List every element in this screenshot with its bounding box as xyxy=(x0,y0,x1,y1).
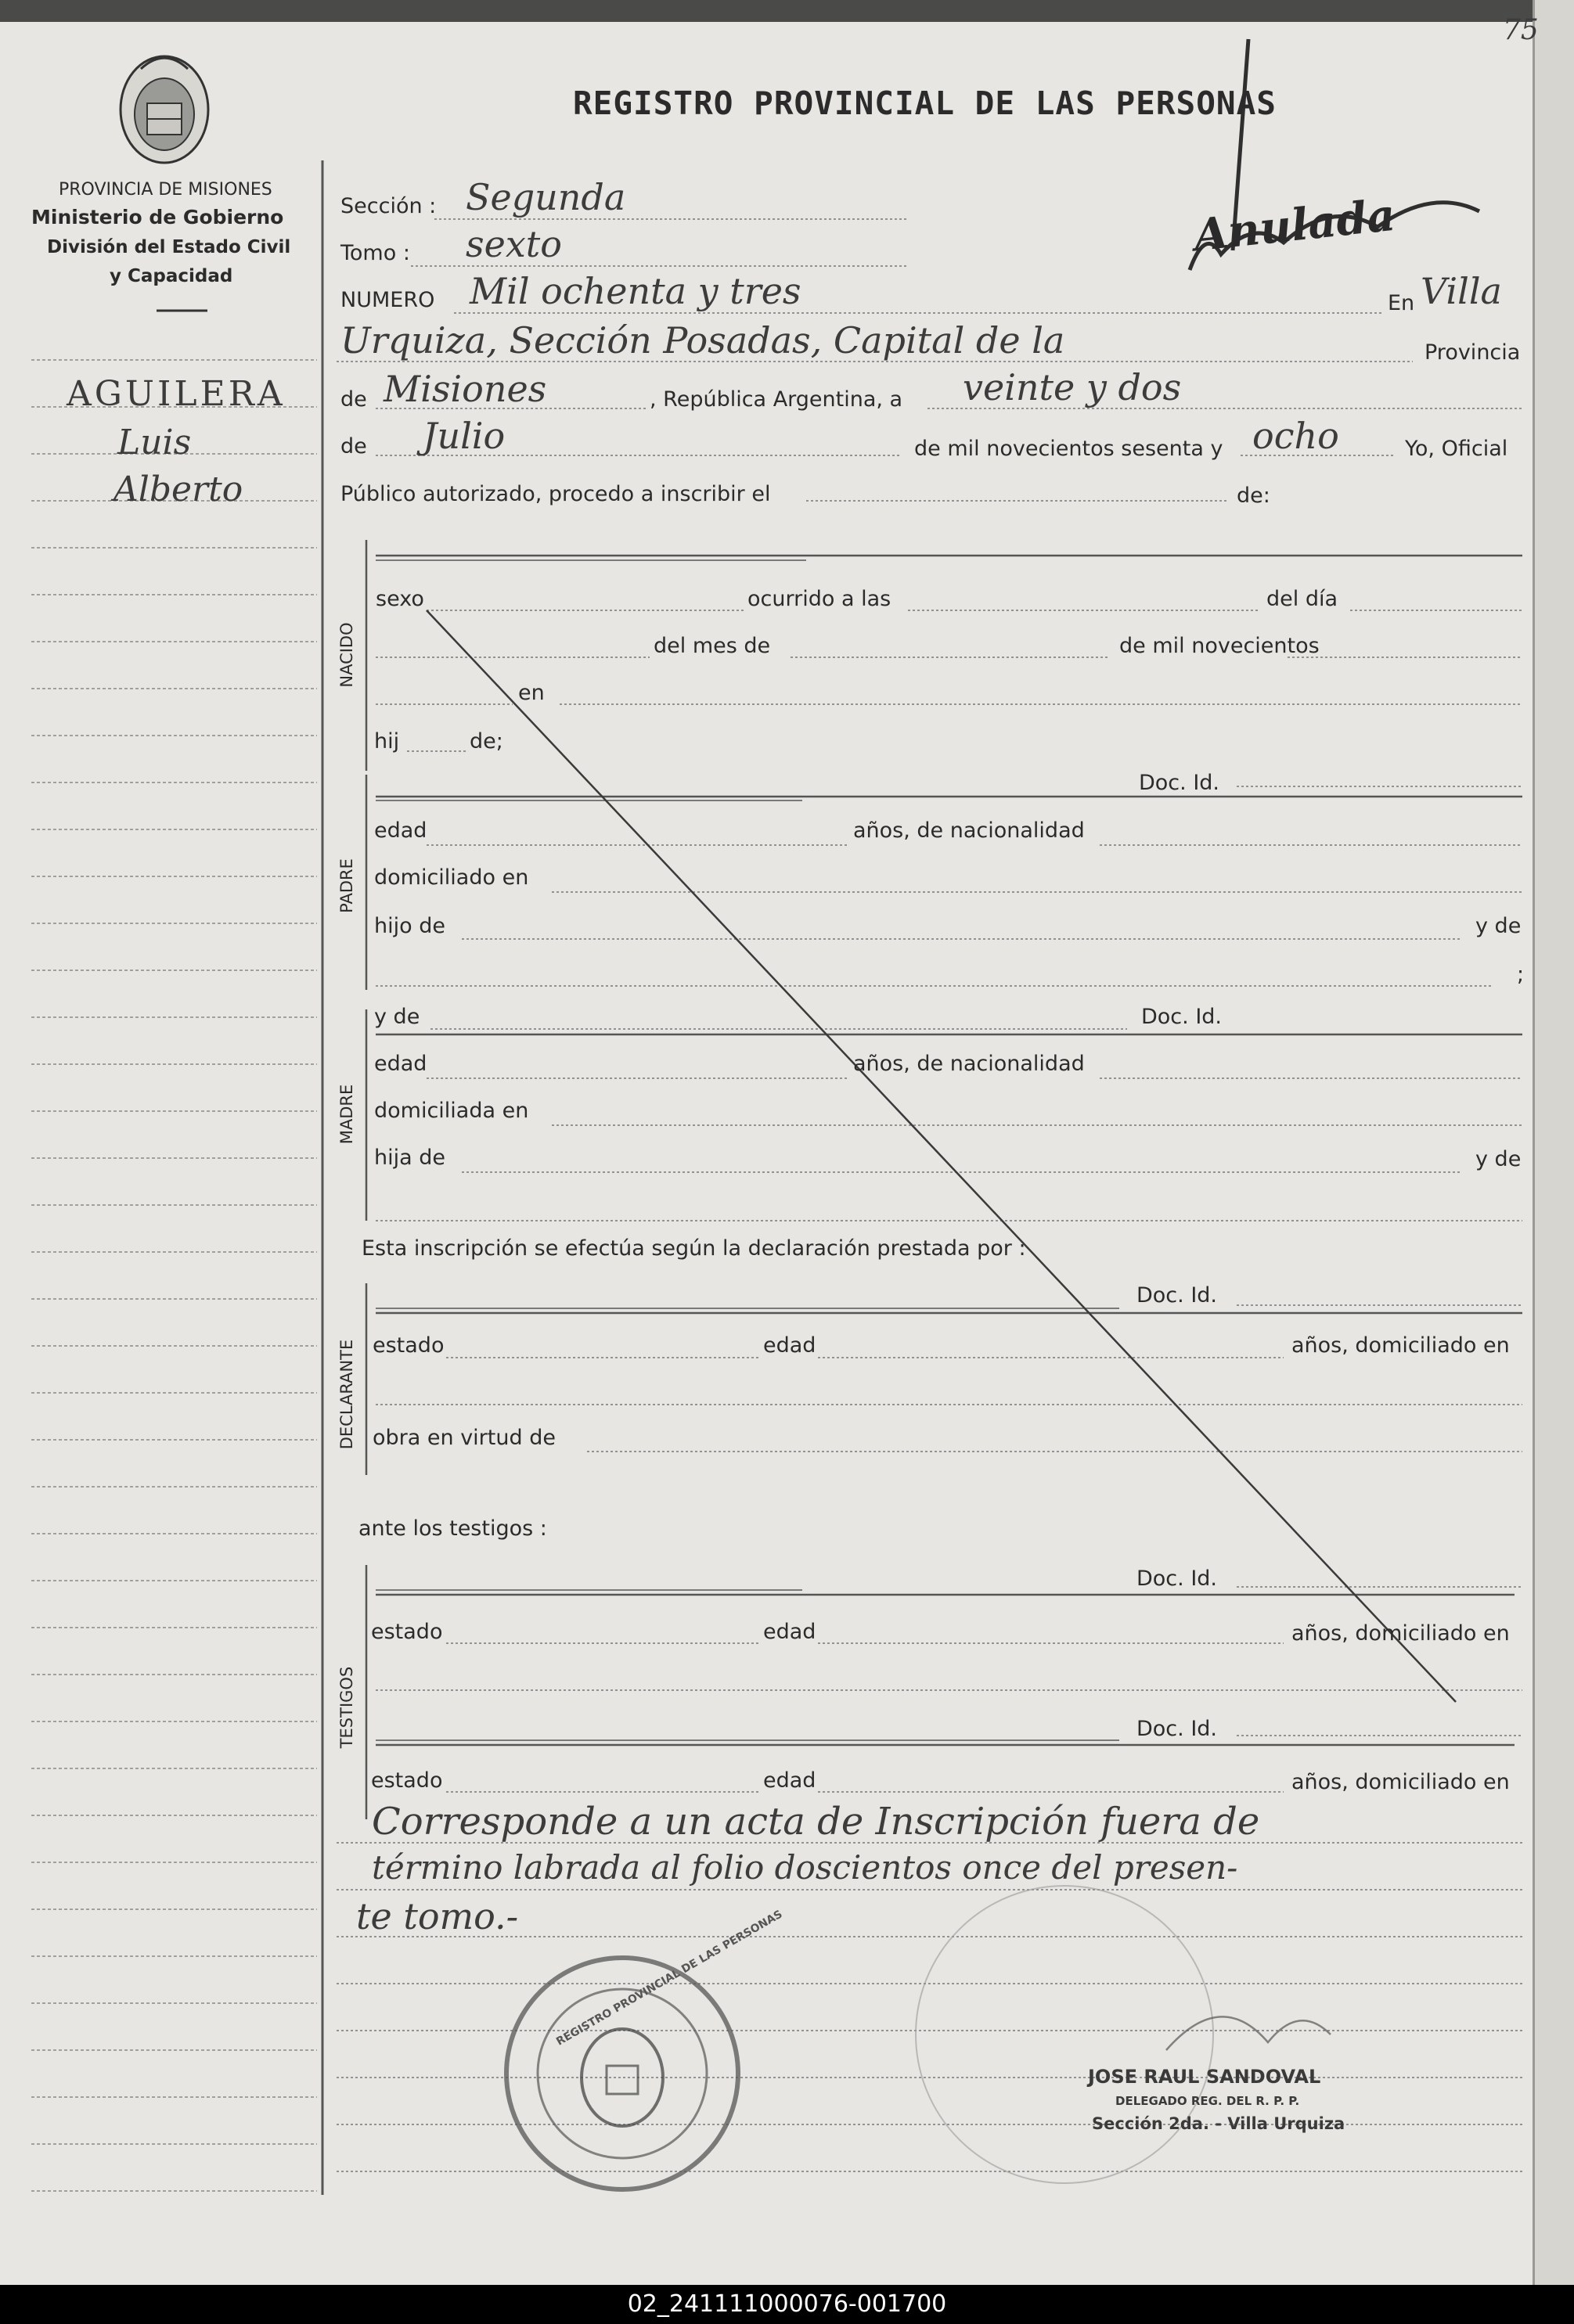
de-label: de xyxy=(340,387,367,412)
madre-y-de2-label: y de xyxy=(1475,1147,1522,1171)
margin-middlename: Alberto xyxy=(113,469,243,509)
tomo-label: Tomo : xyxy=(340,241,410,265)
provincia-label: Provincia xyxy=(1425,340,1521,365)
capacity-name: y Capacidad xyxy=(110,266,233,286)
declarante-obra-label: obra en virtud de xyxy=(373,1426,556,1450)
place-value: Urquiza, Sección Posadas, Capital de la xyxy=(340,319,1065,362)
madre-nacionalidad-label: años, de nacionalidad xyxy=(853,1052,1085,1076)
de-mes-label: de xyxy=(340,434,367,459)
declarante-section-label: DECLARANTE xyxy=(337,1339,356,1450)
official-seal xyxy=(506,1958,738,2189)
margin-firstname: Luis xyxy=(117,423,192,462)
scan-id-footer: 02_241111000076-001700 xyxy=(0,2285,1574,2324)
testigo1-estado-label: estado xyxy=(371,1620,443,1644)
madre-hija-de-label: hija de xyxy=(374,1146,445,1170)
declarante-edad-label: edad xyxy=(763,1333,816,1358)
dia-value: veinte y dos xyxy=(963,366,1182,408)
page-number: 75 xyxy=(1503,14,1539,46)
madre-y-de-label: y de xyxy=(374,1005,420,1029)
padre-nacionalidad-label: años, de nacionalidad xyxy=(853,818,1085,843)
madre-section-label: MADRE xyxy=(337,1084,356,1145)
padre-y-de-label: y de xyxy=(1475,914,1522,938)
seccion-value: Segunda xyxy=(466,176,626,218)
declarante-estado-label: estado xyxy=(373,1333,445,1358)
annulled-mark: Anulada xyxy=(1191,189,1398,262)
oficial-label: Yo, Oficial xyxy=(1405,437,1508,461)
declarante-doc-label: Doc. Id. xyxy=(1136,1283,1218,1308)
officer-name: JOSE RAUL SANDOVAL xyxy=(1088,2066,1321,2088)
tomo-value: sexto xyxy=(466,223,562,265)
division-name: División del Estado Civil xyxy=(47,237,291,257)
seccion-label: Sección : xyxy=(340,194,437,218)
del-dia-label: del día xyxy=(1266,587,1338,611)
testigo1-edad-label: edad xyxy=(763,1620,816,1644)
numero-value: Mil ochenta y tres xyxy=(470,270,801,312)
sexo-label: sexo xyxy=(376,587,424,611)
hij-label: hij xyxy=(374,729,400,754)
anio-label: de mil novecientos sesenta y xyxy=(914,437,1223,461)
provincia-value: Misiones xyxy=(384,368,547,410)
note-line-1: Corresponde a un acta de Inscripción fuera de xyxy=(372,1800,1260,1844)
note-line-3: te tomo.- xyxy=(356,1895,519,1937)
testigo2-domiciliado-label: años, domiciliado en xyxy=(1291,1770,1510,1794)
padre-edad-label: edad xyxy=(374,818,427,843)
officer-title: DELEGADO REG. DEL R. P. P. xyxy=(1115,2094,1300,2108)
ocurrido-label: ocurrido a las xyxy=(747,587,891,611)
testigos-intro: ante los testigos : xyxy=(358,1516,547,1541)
madre-doc-label: Doc. Id. xyxy=(1141,1005,1223,1029)
mes-value: Julio xyxy=(423,415,506,457)
republica-label: , República Argentina, a xyxy=(650,387,903,412)
en-nacido-label: en xyxy=(518,681,545,705)
hij-de-label: de; xyxy=(470,729,503,754)
note-line-2: término labrada al folio doscientos once del presen- xyxy=(372,1848,1238,1887)
testigo2-doc-label: Doc. Id. xyxy=(1136,1717,1218,1741)
madre-edad-label: edad xyxy=(374,1052,427,1076)
padre-doc-label: Doc. Id. xyxy=(1139,771,1220,795)
publico-label: Público autorizado, procedo a inscribir el xyxy=(340,482,771,506)
en-label: En xyxy=(1388,291,1415,315)
declarante-intro: Esta inscripción se efectúa según la declaración prestada por : xyxy=(362,1236,1026,1261)
padre-hijo-de-label: hijo de xyxy=(374,914,445,938)
declarante-domiciliado-label: años, domiciliado en xyxy=(1291,1333,1510,1358)
testigos-section-label: TESTIGOS xyxy=(337,1666,356,1749)
madre-domiciliada-label: domiciliada en xyxy=(374,1099,529,1123)
testigo2-edad-label: edad xyxy=(763,1768,816,1793)
padre-domiciliado-label: domiciliado en xyxy=(374,865,529,890)
ministry-name: Ministerio de Gobierno xyxy=(31,206,284,228)
register-title: REGISTRO PROVINCIAL DE LAS PERSONAS xyxy=(573,85,1277,122)
provincial-emblem xyxy=(121,56,208,163)
de2-label: de: xyxy=(1237,484,1270,508)
padre-semicolon: ; xyxy=(1517,962,1525,987)
seal-text: REGISTRO PROVINCIAL DE LAS PERSONAS xyxy=(554,1908,785,2049)
padre-section-label: PADRE xyxy=(337,858,356,913)
mil-novecientos-label: de mil novecientos xyxy=(1119,634,1320,658)
testigo1-doc-label: Doc. Id. xyxy=(1136,1567,1218,1591)
testigo1-domiciliado-label: años, domiciliado en xyxy=(1291,1621,1510,1646)
nacido-section-label: NACIDO xyxy=(337,622,356,688)
anio-value: ocho xyxy=(1252,415,1339,457)
del-mes-label: del mes de xyxy=(654,634,771,658)
testigo2-estado-label: estado xyxy=(371,1768,443,1793)
province-name: PROVINCIA DE MISIONES xyxy=(59,180,272,200)
en-value: Villa xyxy=(1421,270,1502,312)
officer-section: Sección 2da. - Villa Urquiza xyxy=(1092,2114,1345,2133)
numero-label: NUMERO xyxy=(340,288,435,312)
margin-surname: AGUILERA xyxy=(67,374,286,414)
